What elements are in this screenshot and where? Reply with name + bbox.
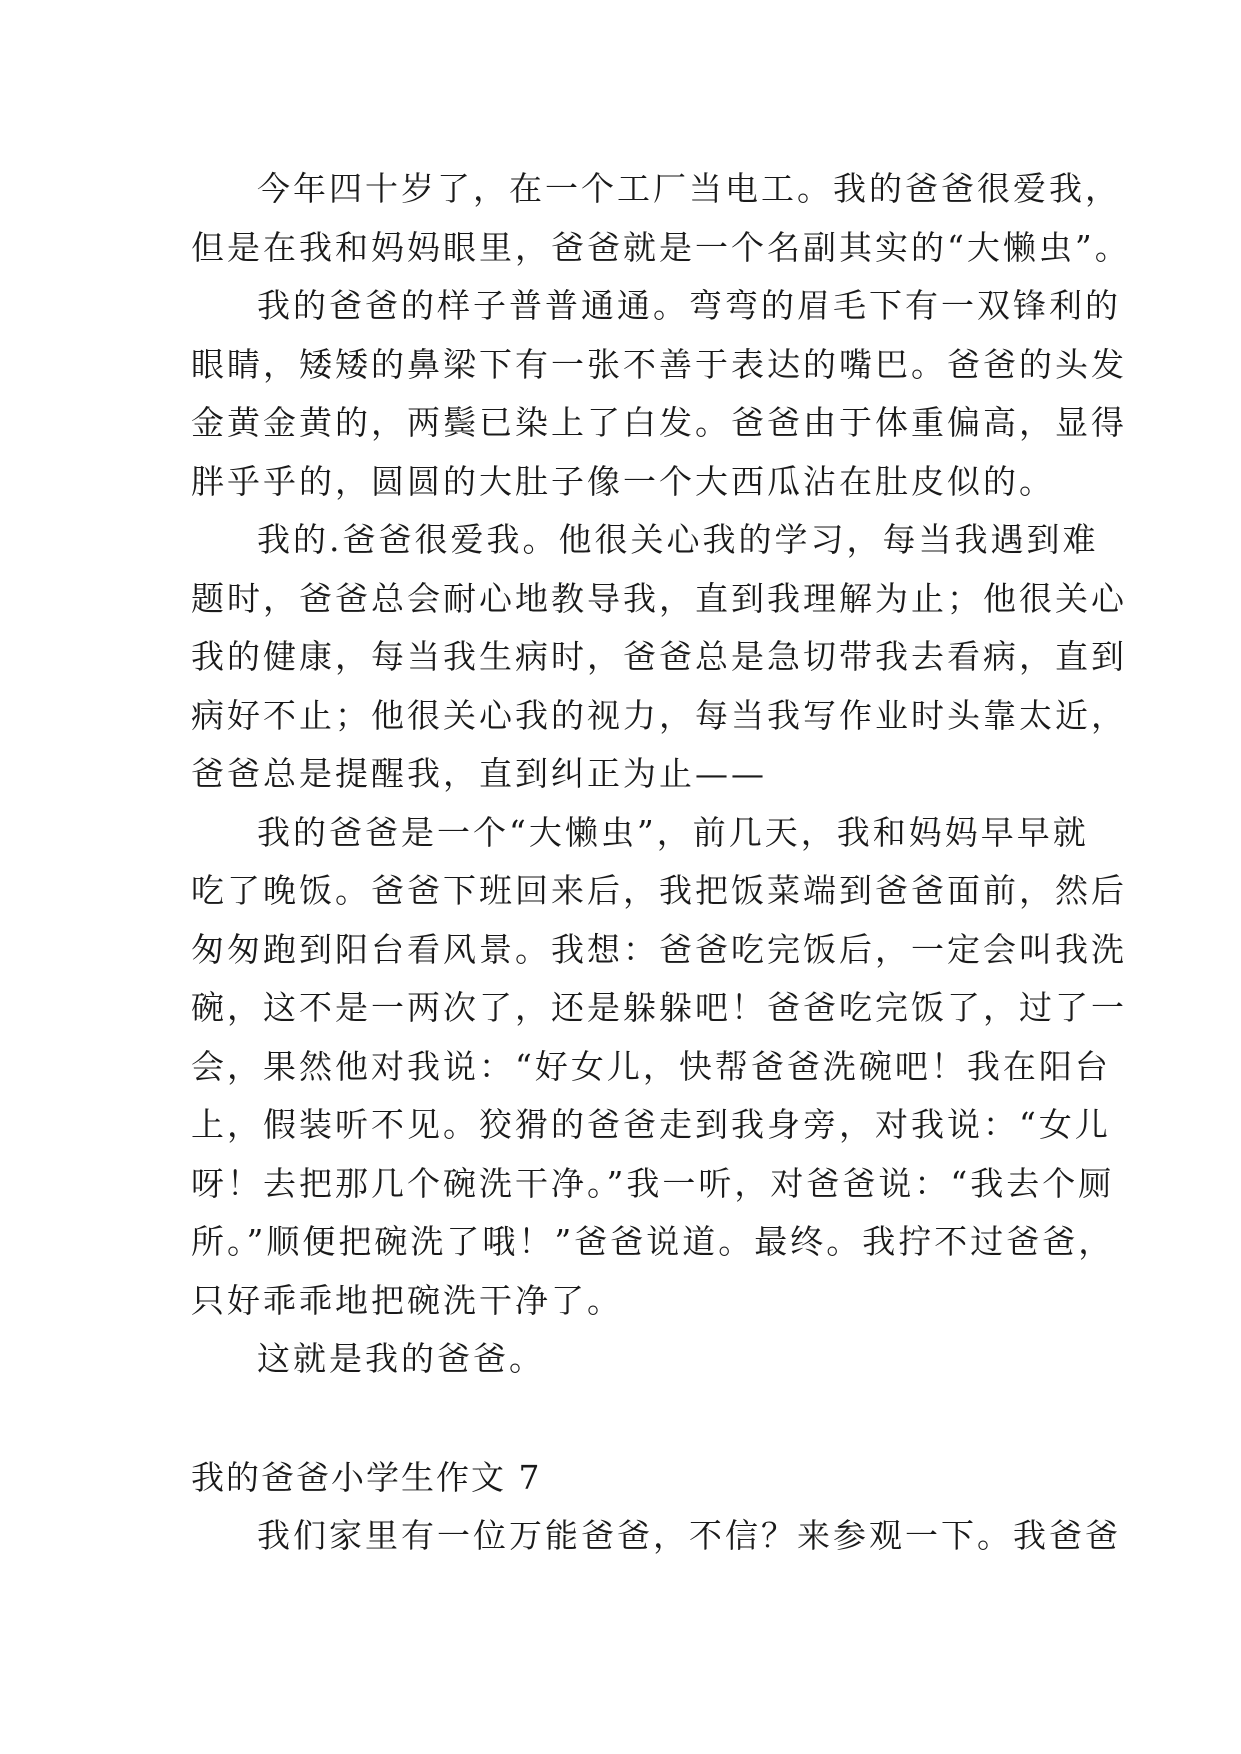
text-line: 我的.爸爸很爱我。他很关心我的学习，每当我遇到难 [257,520,1099,559]
text-line: 我的健康，每当我生病时，爸爸总是急切带我去看病，直到 [191,637,1127,676]
text-line: 爸爸总是提醒我，直到纠正为止—— [191,754,767,793]
text-line: 只好乖乖地把碗洗干净了。 [191,1280,623,1320]
text-line: 会，果然他对我说：“好女儿，快帮爸爸洗碗吧！我在阳台 [191,1046,1111,1086]
text-line: 眼睛，矮矮的鼻梁下有一张不善于表达的嘴巴。爸爸的头发 [191,344,1127,384]
text-line: 金黄金黄的，两鬓已染上了白发。爸爸由于体重偏高，显得 [191,403,1127,442]
text-line: 上，假装听不见。狡猾的爸爸走到我身旁，对我说：“女儿 [191,1105,1111,1144]
text-line: 病好不止；他很关心我的视力，每当我写作业时头靠太近， [191,695,1127,735]
text-line: 这就是我的爸爸。 [257,1339,545,1378]
text-line: 我的爸爸是一个“大懒虫”，前几天，我和妈妈早早就 [257,812,1089,852]
text-line: 匆匆跑到阳台看风景。我想：爸爸吃完饭后，一定会叫我洗 [191,929,1127,969]
text-line: 呀！去把那几个碗洗干净。”我一听，对爸爸说：“我去个厕 [191,1163,1115,1203]
text-line: 所。”顺便把碗洗了哦！”爸爸说道。最终。我拧不过爸爸， [191,1222,1115,1261]
text-line: 碗，这不是一两次了，还是躲躲吧！爸爸吃完饭了，过了一 [191,988,1127,1027]
essay-body [191,160,1131,1566]
text-line: 题时，爸爸总会耐心地教导我，直到我理解为止；他很关心 [191,578,1127,618]
text-line: 胖乎乎的，圆圆的大肚子像一个大西瓜沾在肚皮似的。 [191,461,1055,501]
text-line: 我们家里有一位万能爸爸，不信？来参观一下。我爸爸 [257,1516,1121,1555]
section-heading: 我的爸爸小学生作文 7 [191,1457,542,1497]
text-line: 今年四十岁了，在一个工厂当电工。我的爸爸很爱我， [257,169,1121,208]
text-line: 我的爸爸的样子普普通通。弯弯的眉毛下有一双锋利的 [257,286,1121,325]
section-spacer [191,1389,1071,1449]
text-line: 但是在我和妈妈眼里，爸爸就是一个名副其实的“大懒虫”。 [191,227,1131,267]
text-line: 吃了晚饭。爸爸下班回来后，我把饭菜端到爸爸面前，然后 [191,871,1127,910]
